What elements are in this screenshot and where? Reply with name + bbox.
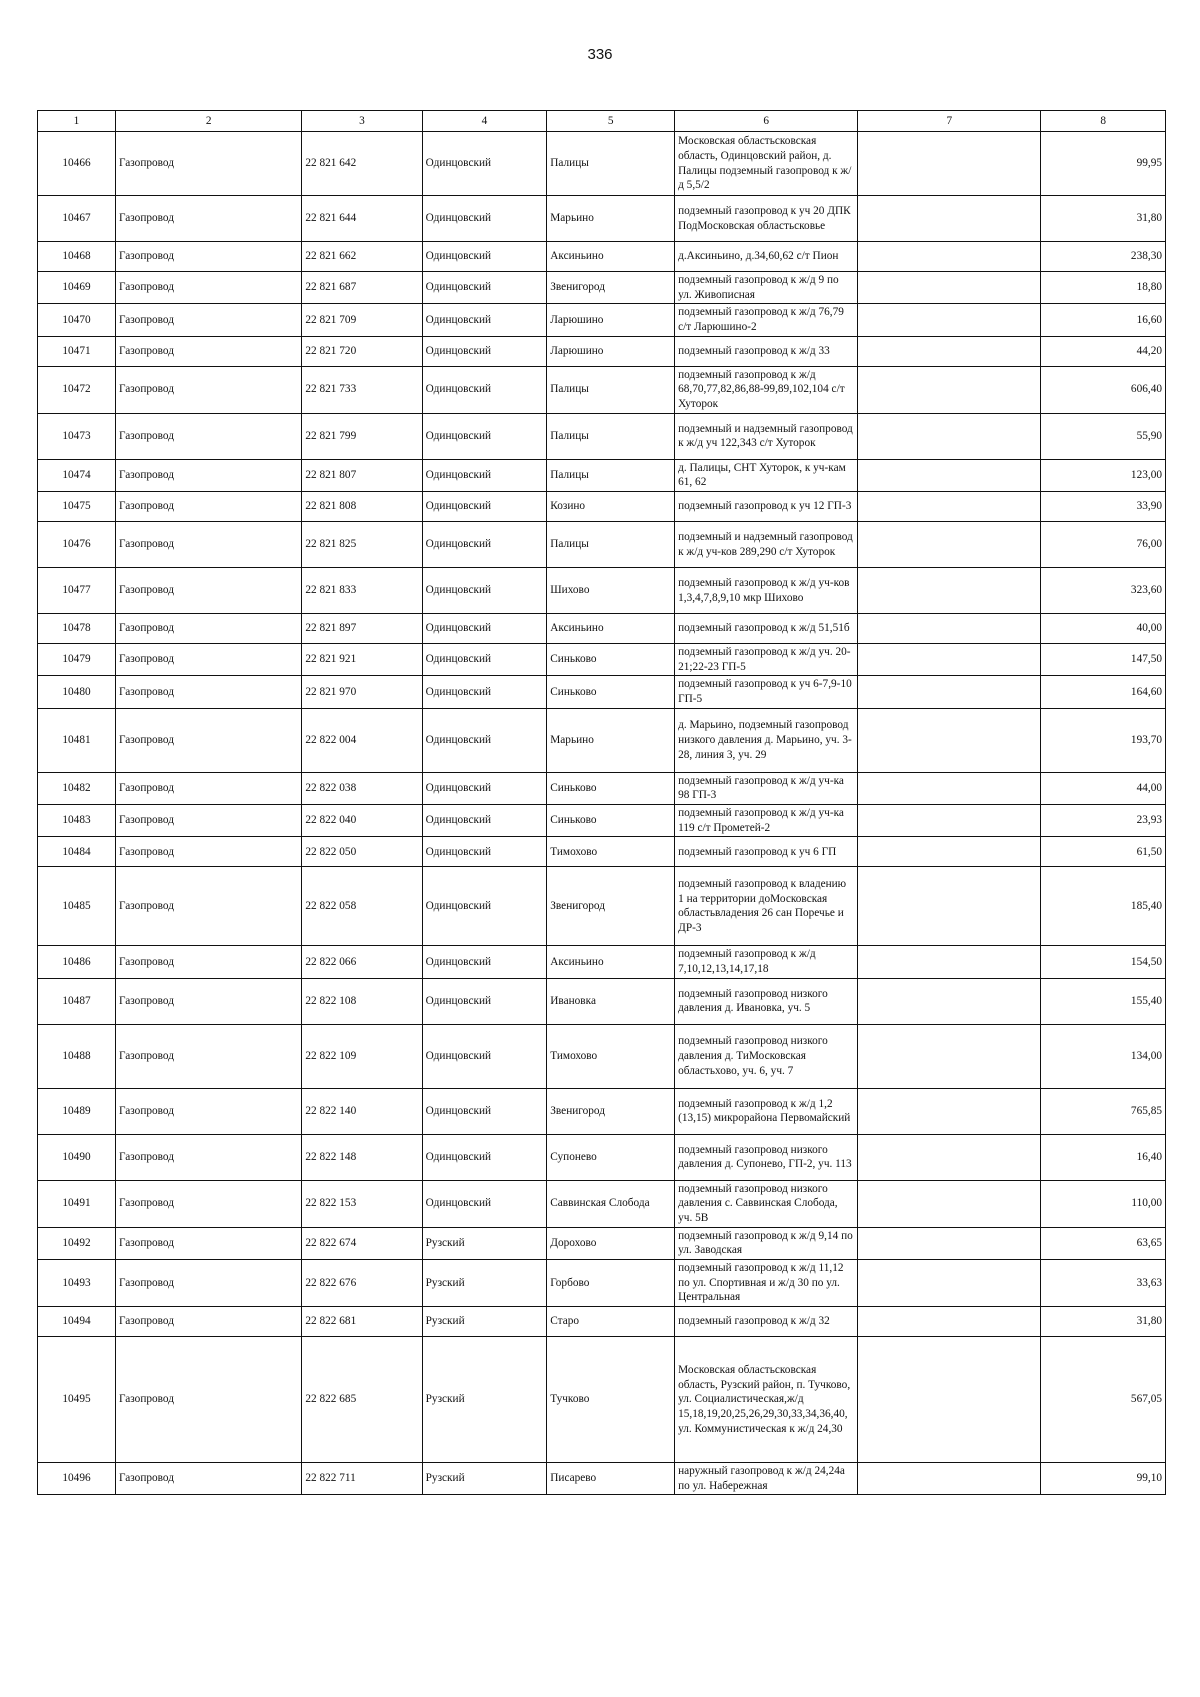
column-7 — [858, 272, 1041, 304]
length-value: 33,63 — [1041, 1260, 1166, 1307]
locality: Палицы — [547, 413, 675, 459]
row-number: 10492 — [38, 1227, 116, 1259]
description: Московская областьсковская область, Рузский район, п. Тучково, ул. Социалистическая,ж/д 15,18,19,20,25,26,29,30,33,34,36,40, ул. Коммунистическая к ж/д 24,30 — [675, 1337, 858, 1463]
district: Одинцовский — [422, 614, 547, 644]
object-code: 22 821 662 — [302, 242, 422, 272]
district: Одинцовский — [422, 1180, 547, 1227]
row-number: 10468 — [38, 242, 116, 272]
district: Одинцовский — [422, 132, 547, 196]
object-code: 22 822 004 — [302, 708, 422, 772]
description: подземный газопровод к ж/д уч. 20-21;22-23 ГП-5 — [675, 644, 858, 676]
column-7 — [858, 1227, 1041, 1259]
description: подземный газопровод к ж/д 33 — [675, 336, 858, 366]
row-number: 10469 — [38, 272, 116, 304]
object-type: Газопровод — [116, 978, 302, 1024]
table-row — [38, 1180, 1166, 1227]
object-code: 22 821 642 — [302, 132, 422, 196]
table-row — [38, 132, 1166, 196]
description: наружный газопровод к ж/д 24,24а по ул. Набережная — [675, 1463, 858, 1495]
length-value: 63,65 — [1041, 1227, 1166, 1259]
district: Одинцовский — [422, 1024, 547, 1088]
locality: Синьково — [547, 676, 675, 708]
length-value: 23,93 — [1041, 805, 1166, 837]
locality: Звенигород — [547, 272, 675, 304]
table-row — [38, 336, 1166, 366]
table-row — [38, 978, 1166, 1024]
locality: Аксиньино — [547, 614, 675, 644]
row-number: 10481 — [38, 708, 116, 772]
description: подземный газопровод к ж/д уч-ка 98 ГП-3 — [675, 772, 858, 804]
district: Одинцовский — [422, 272, 547, 304]
column-7 — [858, 522, 1041, 568]
object-type: Газопровод — [116, 1307, 302, 1337]
column-7 — [858, 1134, 1041, 1180]
object-type: Газопровод — [116, 366, 302, 413]
locality: Синьково — [547, 644, 675, 676]
column-7 — [858, 867, 1041, 946]
row-number: 10484 — [38, 837, 116, 867]
locality: Ивановка — [547, 978, 675, 1024]
locality: Марьино — [547, 196, 675, 242]
locality: Марьино — [547, 708, 675, 772]
page-number: 336 — [587, 46, 613, 63]
locality: Тучково — [547, 1337, 675, 1463]
table-body — [38, 132, 1166, 1495]
locality: Аксиньино — [547, 242, 675, 272]
locality: Саввинская Слобода — [547, 1180, 675, 1227]
object-type: Газопровод — [116, 1463, 302, 1495]
object-code: 22 821 720 — [302, 336, 422, 366]
district: Одинцовский — [422, 805, 547, 837]
district: Одинцовский — [422, 708, 547, 772]
object-code: 22 821 807 — [302, 459, 422, 491]
column-7 — [858, 805, 1041, 837]
locality: Палицы — [547, 132, 675, 196]
column-7 — [858, 196, 1041, 242]
object-type: Газопровод — [116, 336, 302, 366]
object-type: Газопровод — [116, 1227, 302, 1259]
table-row — [38, 805, 1166, 837]
column-7 — [858, 1180, 1041, 1227]
object-type: Газопровод — [116, 459, 302, 491]
row-number: 10494 — [38, 1307, 116, 1337]
column-7 — [858, 1307, 1041, 1337]
locality: Синьково — [547, 772, 675, 804]
row-number: 10491 — [38, 1180, 116, 1227]
row-number: 10479 — [38, 644, 116, 676]
object-code: 22 822 040 — [302, 805, 422, 837]
row-number: 10471 — [38, 336, 116, 366]
row-number: 10493 — [38, 1260, 116, 1307]
object-type: Газопровод — [116, 1088, 302, 1134]
object-code: 22 822 681 — [302, 1307, 422, 1337]
district: Рузский — [422, 1307, 547, 1337]
description: подземный газопровод к ж/д 32 — [675, 1307, 858, 1337]
table-row — [38, 1463, 1166, 1495]
district: Одинцовский — [422, 492, 547, 522]
district: Одинцовский — [422, 459, 547, 491]
locality: Старо — [547, 1307, 675, 1337]
locality: Писарево — [547, 1463, 675, 1495]
length-value: 134,00 — [1041, 1024, 1166, 1088]
description: подземный газопровод к уч 20 ДПК ПодМосковская областьсковье — [675, 196, 858, 242]
table-row — [38, 837, 1166, 867]
object-code: 22 822 148 — [302, 1134, 422, 1180]
table-row — [38, 196, 1166, 242]
row-number: 10475 — [38, 492, 116, 522]
district: Одинцовский — [422, 413, 547, 459]
row-number: 10482 — [38, 772, 116, 804]
object-code: 22 821 733 — [302, 366, 422, 413]
object-code: 22 822 038 — [302, 772, 422, 804]
column-header: 1 — [38, 111, 116, 132]
length-value: 31,80 — [1041, 1307, 1166, 1337]
object-type: Газопровод — [116, 272, 302, 304]
column-7 — [858, 304, 1041, 336]
description: подземный газопровод к уч 6-7,9-10 ГП-5 — [675, 676, 858, 708]
row-number: 10466 — [38, 132, 116, 196]
description: подземный газопровод к ж/д 9 по ул. Живописная — [675, 272, 858, 304]
length-value: 99,95 — [1041, 132, 1166, 196]
locality: Дорохово — [547, 1227, 675, 1259]
object-code: 22 822 711 — [302, 1463, 422, 1495]
object-type: Газопровод — [116, 867, 302, 946]
column-7 — [858, 614, 1041, 644]
length-value: 16,60 — [1041, 304, 1166, 336]
row-number: 10487 — [38, 978, 116, 1024]
length-value: 765,85 — [1041, 1088, 1166, 1134]
object-type: Газопровод — [116, 413, 302, 459]
description: подземный газопровод к ж/д 68,70,77,82,86,88-99,89,102,104 с/т Хуторок — [675, 366, 858, 413]
table-row — [38, 708, 1166, 772]
object-type: Газопровод — [116, 1337, 302, 1463]
object-type: Газопровод — [116, 837, 302, 867]
table-row — [38, 1088, 1166, 1134]
row-number: 10485 — [38, 867, 116, 946]
length-value: 31,80 — [1041, 196, 1166, 242]
length-value: 61,50 — [1041, 837, 1166, 867]
table-row — [38, 522, 1166, 568]
object-code: 22 822 674 — [302, 1227, 422, 1259]
object-type: Газопровод — [116, 676, 302, 708]
district: Одинцовский — [422, 644, 547, 676]
district: Рузский — [422, 1337, 547, 1463]
table-row — [38, 867, 1166, 946]
description: подземный газопровод низкого давления д. Супонево, ГП-2, уч. 113 — [675, 1134, 858, 1180]
length-value: 238,30 — [1041, 242, 1166, 272]
header-row — [38, 111, 1166, 132]
district: Одинцовский — [422, 772, 547, 804]
locality: Ларюшино — [547, 304, 675, 336]
row-number: 10470 — [38, 304, 116, 336]
length-value: 40,00 — [1041, 614, 1166, 644]
column-header: 3 — [302, 111, 422, 132]
object-type: Газопровод — [116, 708, 302, 772]
locality: Тимохово — [547, 837, 675, 867]
column-7 — [858, 708, 1041, 772]
district: Одинцовский — [422, 837, 547, 867]
object-code: 22 822 108 — [302, 978, 422, 1024]
row-number: 10477 — [38, 568, 116, 614]
table-row — [38, 492, 1166, 522]
column-7 — [858, 676, 1041, 708]
description: подземный газопровод к ж/д 51,51б — [675, 614, 858, 644]
locality: Звенигород — [547, 867, 675, 946]
column-header: 6 — [675, 111, 858, 132]
table-row — [38, 1337, 1166, 1463]
object-type: Газопровод — [116, 1134, 302, 1180]
description: подземный газопровод к владению 1 на территории доМосковская областьвладения 26 сан Поречье и ДР-3 — [675, 867, 858, 946]
district: Одинцовский — [422, 978, 547, 1024]
row-number: 10489 — [38, 1088, 116, 1134]
district: Одинцовский — [422, 946, 547, 978]
description: подземный газопровод к уч 12 ГП-3 — [675, 492, 858, 522]
description: подземный газопровод к ж/д 7,10,12,13,14,17,18 — [675, 946, 858, 978]
description: подземный газопровод к ж/д 9,14 по ул. Заводская — [675, 1227, 858, 1259]
row-number: 10474 — [38, 459, 116, 491]
description: д.Аксиньино, д.34,60,62 с/т Пион — [675, 242, 858, 272]
object-code: 22 822 109 — [302, 1024, 422, 1088]
column-7 — [858, 459, 1041, 491]
length-value: 44,20 — [1041, 336, 1166, 366]
object-type: Газопровод — [116, 568, 302, 614]
column-7 — [858, 1337, 1041, 1463]
table-row — [38, 242, 1166, 272]
description: подземный газопровод к ж/д 11,12 по ул. Спортивная и ж/д 30 по ул. Центральная — [675, 1260, 858, 1307]
description: подземный газопровод к ж/д 1,2 (13,15) микрорайона Первомайский — [675, 1088, 858, 1134]
district: Одинцовский — [422, 1134, 547, 1180]
row-number: 10486 — [38, 946, 116, 978]
column-7 — [858, 1463, 1041, 1495]
locality: Шихово — [547, 568, 675, 614]
object-type: Газопровод — [116, 492, 302, 522]
object-code: 22 821 921 — [302, 644, 422, 676]
length-value: 185,40 — [1041, 867, 1166, 946]
object-code: 22 822 153 — [302, 1180, 422, 1227]
district: Одинцовский — [422, 1088, 547, 1134]
object-type: Газопровод — [116, 522, 302, 568]
table-row — [38, 366, 1166, 413]
locality: Супонево — [547, 1134, 675, 1180]
object-code: 22 821 799 — [302, 413, 422, 459]
description: подземный и надземный газопровод к ж/д уч-ков 289,290 с/т Хуторок — [675, 522, 858, 568]
row-number: 10473 — [38, 413, 116, 459]
row-number: 10467 — [38, 196, 116, 242]
table-row — [38, 1024, 1166, 1088]
length-value: 155,40 — [1041, 978, 1166, 1024]
table-row — [38, 1260, 1166, 1307]
row-number: 10478 — [38, 614, 116, 644]
table-row — [38, 568, 1166, 614]
object-type: Газопровод — [116, 1180, 302, 1227]
description: подземный газопровод низкого давления д. Ивановка, уч. 5 — [675, 978, 858, 1024]
column-header: 5 — [547, 111, 675, 132]
object-type: Газопровод — [116, 1024, 302, 1088]
district: Одинцовский — [422, 196, 547, 242]
description: подземный газопровод к ж/д уч-ков 1,3,4,7,8,9,10 мкр Шихово — [675, 568, 858, 614]
column-7 — [858, 366, 1041, 413]
table-row — [38, 946, 1166, 978]
length-value: 123,00 — [1041, 459, 1166, 491]
table-row — [38, 413, 1166, 459]
locality: Козино — [547, 492, 675, 522]
table-row — [38, 676, 1166, 708]
description: д. Палицы, СНТ Хуторок, к уч-кам 61, 62 — [675, 459, 858, 491]
object-type: Газопровод — [116, 304, 302, 336]
description: подземный газопровод к ж/д 76,79 с/т Ларюшино-2 — [675, 304, 858, 336]
column-7 — [858, 946, 1041, 978]
column-header: 7 — [858, 111, 1041, 132]
district: Рузский — [422, 1463, 547, 1495]
table-row — [38, 304, 1166, 336]
description: подземный и надземный газопровод к ж/д уч 122,343 с/т Хуторок — [675, 413, 858, 459]
column-7 — [858, 1260, 1041, 1307]
length-value: 164,60 — [1041, 676, 1166, 708]
column-7 — [858, 1024, 1041, 1088]
length-value: 323,60 — [1041, 568, 1166, 614]
table-row — [38, 614, 1166, 644]
object-type: Газопровод — [116, 1260, 302, 1307]
register-table — [37, 110, 1166, 1495]
length-value: 99,10 — [1041, 1463, 1166, 1495]
length-value: 55,90 — [1041, 413, 1166, 459]
locality: Палицы — [547, 459, 675, 491]
object-code: 22 821 687 — [302, 272, 422, 304]
table-row — [38, 1227, 1166, 1259]
row-number: 10495 — [38, 1337, 116, 1463]
object-type: Газопровод — [116, 772, 302, 804]
length-value: 76,00 — [1041, 522, 1166, 568]
length-value: 606,40 — [1041, 366, 1166, 413]
length-value: 154,50 — [1041, 946, 1166, 978]
row-number: 10480 — [38, 676, 116, 708]
length-value: 18,80 — [1041, 272, 1166, 304]
locality: Ларюшино — [547, 336, 675, 366]
district: Одинцовский — [422, 568, 547, 614]
object-code: 22 821 709 — [302, 304, 422, 336]
column-7 — [858, 837, 1041, 867]
table-row — [38, 459, 1166, 491]
locality: Тимохово — [547, 1024, 675, 1088]
object-code: 22 822 050 — [302, 837, 422, 867]
district: Одинцовский — [422, 366, 547, 413]
column-7 — [858, 132, 1041, 196]
description: Московская областьсковская область, Одинцовский район, д. Палицы подземный газопровод к ж/д 5,5/2 — [675, 132, 858, 196]
column-7 — [858, 568, 1041, 614]
description: подземный газопровод низкого давления д. ТиМосковская областьхово, уч. 6, уч. 7 — [675, 1024, 858, 1088]
district: Рузский — [422, 1227, 547, 1259]
column-7 — [858, 978, 1041, 1024]
object-code: 22 822 058 — [302, 867, 422, 946]
object-code: 22 822 140 — [302, 1088, 422, 1134]
column-header: 8 — [1041, 111, 1166, 132]
description: д. Марьино, подземный газопровод низкого давления д. Марьино, уч. 3-28, линия 3, уч. 29 — [675, 708, 858, 772]
locality: Аксиньино — [547, 946, 675, 978]
district: Одинцовский — [422, 304, 547, 336]
locality: Звенигород — [547, 1088, 675, 1134]
locality: Синьково — [547, 805, 675, 837]
object-code: 22 822 685 — [302, 1337, 422, 1463]
column-7 — [858, 413, 1041, 459]
table-row — [38, 272, 1166, 304]
row-number: 10488 — [38, 1024, 116, 1088]
object-type: Газопровод — [116, 196, 302, 242]
object-type: Газопровод — [116, 132, 302, 196]
column-7 — [858, 336, 1041, 366]
table-row — [38, 1134, 1166, 1180]
locality: Палицы — [547, 366, 675, 413]
row-number: 10472 — [38, 366, 116, 413]
column-7 — [858, 644, 1041, 676]
length-value: 567,05 — [1041, 1337, 1166, 1463]
length-value: 147,50 — [1041, 644, 1166, 676]
length-value: 110,00 — [1041, 1180, 1166, 1227]
column-7 — [858, 1088, 1041, 1134]
district: Одинцовский — [422, 676, 547, 708]
object-type: Газопровод — [116, 946, 302, 978]
object-code: 22 822 676 — [302, 1260, 422, 1307]
table-row — [38, 772, 1166, 804]
object-code: 22 821 897 — [302, 614, 422, 644]
description: подземный газопровод к ж/д уч-ка 119 с/т Прометей-2 — [675, 805, 858, 837]
description: подземный газопровод к уч 6 ГП — [675, 837, 858, 867]
district: Одинцовский — [422, 522, 547, 568]
object-type: Газопровод — [116, 805, 302, 837]
length-value: 16,40 — [1041, 1134, 1166, 1180]
district: Одинцовский — [422, 336, 547, 366]
object-code: 22 821 970 — [302, 676, 422, 708]
object-code: 22 822 066 — [302, 946, 422, 978]
table-row — [38, 644, 1166, 676]
description: подземный газопровод низкого давления с. Саввинская Слобода, уч. 5В — [675, 1180, 858, 1227]
column-7 — [858, 242, 1041, 272]
row-number: 10483 — [38, 805, 116, 837]
row-number: 10496 — [38, 1463, 116, 1495]
object-code: 22 821 833 — [302, 568, 422, 614]
district: Одинцовский — [422, 242, 547, 272]
object-code: 22 821 808 — [302, 492, 422, 522]
column-header: 4 — [422, 111, 547, 132]
object-type: Газопровод — [116, 644, 302, 676]
row-number: 10476 — [38, 522, 116, 568]
locality: Горбово — [547, 1260, 675, 1307]
object-type: Газопровод — [116, 242, 302, 272]
length-value: 44,00 — [1041, 772, 1166, 804]
length-value: 33,90 — [1041, 492, 1166, 522]
object-code: 22 821 644 — [302, 196, 422, 242]
district: Рузский — [422, 1260, 547, 1307]
row-number: 10490 — [38, 1134, 116, 1180]
district: Одинцовский — [422, 867, 547, 946]
table-row — [38, 1307, 1166, 1337]
column-7 — [858, 492, 1041, 522]
locality: Палицы — [547, 522, 675, 568]
object-code: 22 821 825 — [302, 522, 422, 568]
object-type: Газопровод — [116, 614, 302, 644]
length-value: 193,70 — [1041, 708, 1166, 772]
column-header: 2 — [116, 111, 302, 132]
column-7 — [858, 772, 1041, 804]
